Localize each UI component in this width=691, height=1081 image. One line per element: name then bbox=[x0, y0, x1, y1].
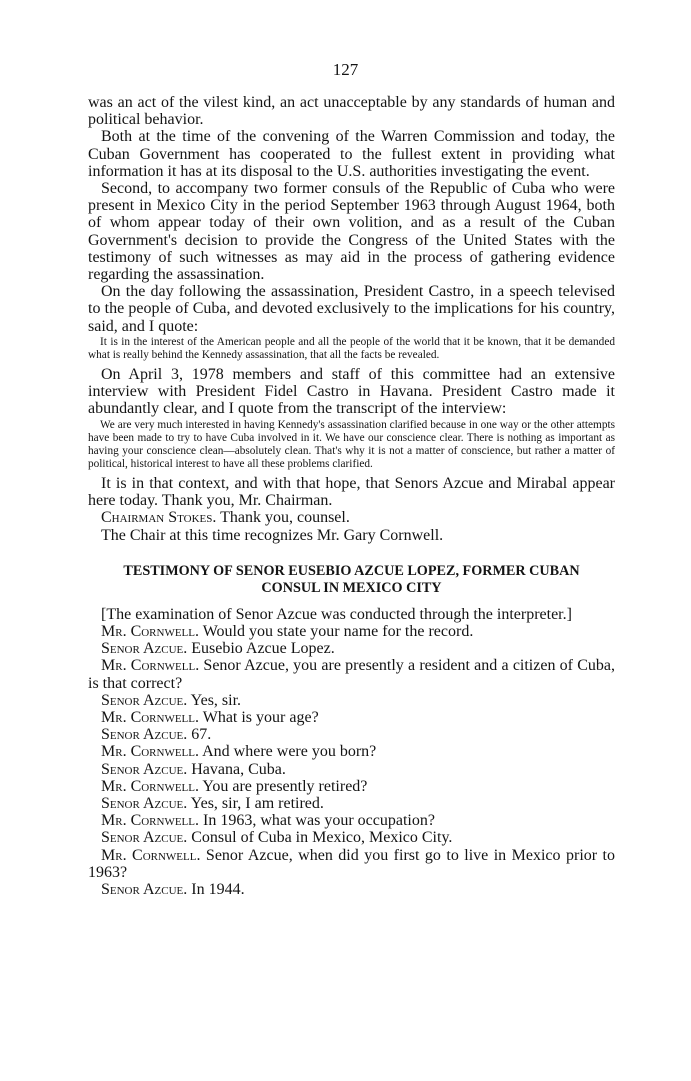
dialogue-line bbox=[88, 623, 615, 640]
speech-text: You are presently retired? bbox=[199, 777, 368, 795]
dialogue-line bbox=[88, 795, 615, 812]
speech-text: Consul of Cuba in Mexico, Mexico City. bbox=[187, 829, 453, 847]
page-body bbox=[88, 94, 615, 898]
dialogue-line bbox=[88, 692, 615, 709]
dialogue-line bbox=[88, 657, 615, 691]
page-number: 127 bbox=[332, 60, 359, 79]
speech-text: Would you state your name for the record. bbox=[199, 623, 474, 641]
paragraph: It is in that context, and with that hope, that Senors Azcue and Mirabal appear here today. Thank you, Mr. Chairman. bbox=[88, 475, 615, 510]
speech-text: Senor Azcue, when did you first go to live in Mexico prior to 1963? bbox=[88, 846, 616, 881]
paragraph: was an act of the vilest kind, an act unacceptable by any standards of human and political behavior. bbox=[88, 94, 615, 129]
speech-text: 67. bbox=[187, 726, 212, 744]
speaker-name: Mr. Cornwell. bbox=[101, 657, 200, 675]
speaker-name: Senor Azcue. bbox=[101, 829, 188, 847]
speech-text: Senor Azcue, you are presently a resident and a citizen of Cuba, is that correct? bbox=[88, 657, 615, 692]
dialogue-line bbox=[88, 778, 615, 795]
speech-text: What is your age? bbox=[199, 709, 319, 727]
paragraph: Both at the time of the convening of the Warren Commission and today, the Cuban Government has cooperated to the fullest extent in providing what information it has at its disposal to the U.S. authorities investigating the event. bbox=[88, 128, 615, 180]
dialogue-line bbox=[88, 761, 615, 778]
speech-text: In 1944. bbox=[187, 881, 245, 899]
speech-text: Yes, sir, I am retired. bbox=[187, 795, 324, 813]
paragraph: On April 3, 1978 members and staff of this committee had an extensive interview with President Fidel Castro in Havana. President Castro made it abundantly clear, and I quote from the transcript of the interview: bbox=[88, 366, 615, 418]
dialogue-line bbox=[88, 829, 615, 846]
speaker-name: Mr. Cornwell. bbox=[101, 623, 199, 641]
speech-text: Thank you, counsel. bbox=[216, 509, 350, 527]
speaker-name: Chairman Stokes. bbox=[101, 509, 217, 527]
testimony-dialogue bbox=[88, 623, 615, 898]
speaker-name: Senor Azcue. bbox=[101, 691, 188, 709]
speech-text: And where were you born? bbox=[199, 743, 377, 761]
dialogue-line bbox=[88, 709, 615, 726]
paragraph: Second, to accompany two former consuls of the Republic of Cuba who were present in Mexico City in the period September 1963 through August 1964, both of whom appear today of their own volition, and as a result of the Cuban Government's decision to provide the Congress of the United States with the testimony of such witnesses as may aid in the process of gathering evidence regarding the assassination. bbox=[88, 180, 615, 284]
paragraph: On the day following the assassination, President Castro, in a speech televised to the people of Cuba, and devoted exclusively to the implications for his country, said, and I quote: bbox=[88, 283, 615, 335]
speaker-name: Senor Azcue. bbox=[101, 726, 188, 744]
dialogue-line bbox=[88, 847, 615, 881]
dialogue-line bbox=[88, 812, 615, 829]
speaker-name: Mr. Cornwell. bbox=[101, 846, 201, 864]
interpreter-note: [The examination of Senor Azcue was conducted through the interpreter.] bbox=[101, 605, 572, 623]
paragraph: The Chair at this time recognizes Mr. Gary Cornwell. bbox=[101, 526, 444, 544]
speech-text: Havana, Cuba. bbox=[187, 760, 286, 778]
section-heading: TESTIMONY OF SENOR EUSEBIO AZCUE LOPEZ, FORMER CUBAN CONSUL IN MEXICO CITY bbox=[123, 562, 580, 596]
dialogue-line bbox=[88, 881, 615, 898]
speech-text: Eusebio Azcue Lopez. bbox=[187, 640, 335, 658]
speaker-name: Senor Azcue. bbox=[101, 760, 188, 778]
dialogue-line bbox=[88, 743, 615, 760]
dialogue-line bbox=[88, 640, 615, 657]
speaker-name: Mr. Cornwell. bbox=[101, 777, 199, 795]
speaker-name: Mr. Cornwell. bbox=[101, 812, 199, 830]
speaker-name: Senor Azcue. bbox=[101, 795, 188, 813]
block-quote: We are very much interested in having Kennedy's assassination clarified because in one way or the other attempts have been made to try to have Cuba involved in it. We have our conscience clear. There is nothing as important as having your conscience clean—absolutely clean. That's why it is not a matter of conscience, but rather a matter of political, historical interest to have all these problems clarified. bbox=[88, 418, 615, 470]
dialogue-line bbox=[88, 509, 615, 526]
dialogue-line bbox=[88, 726, 615, 743]
speaker-name: Mr. Cornwell. bbox=[101, 709, 199, 727]
speech-text: Yes, sir. bbox=[187, 691, 242, 709]
speaker-name: Senor Azcue. bbox=[101, 640, 188, 658]
block-quote: It is in the interest of the American people and all the people of the world that it be known, that it be demanded what is really behind the Kennedy assassination, that all the facts be revealed. bbox=[88, 335, 615, 361]
speaker-name: Senor Azcue. bbox=[101, 881, 188, 899]
speaker-name: Mr. Cornwell. bbox=[101, 743, 199, 761]
speech-text: In 1963, what was your occupation? bbox=[199, 812, 435, 830]
